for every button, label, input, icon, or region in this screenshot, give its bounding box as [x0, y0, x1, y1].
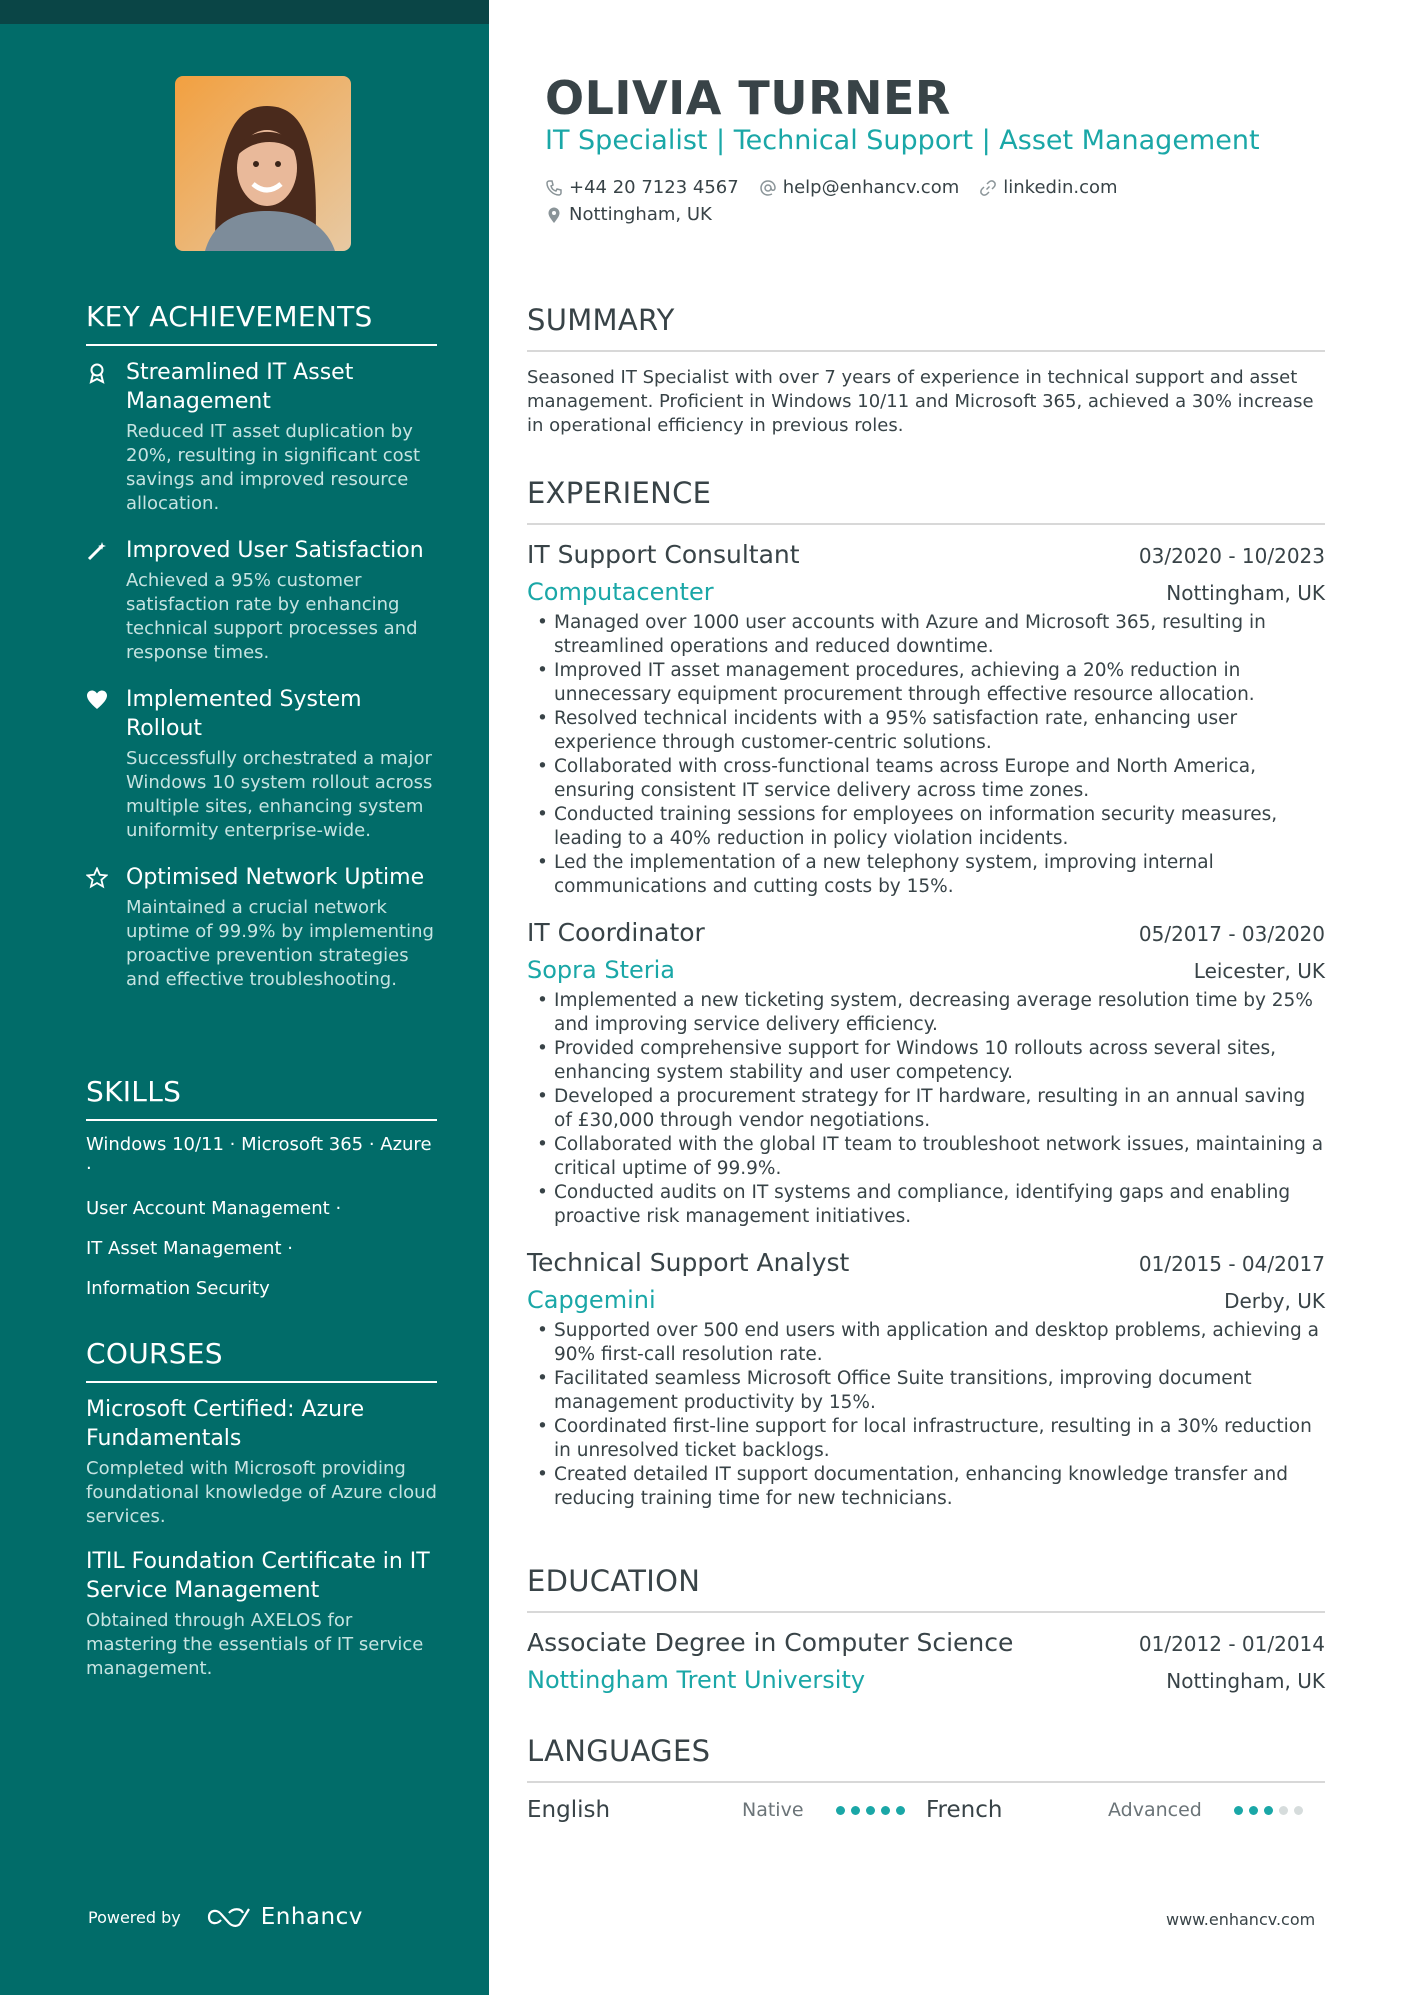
brand-name: Enhancv	[260, 1904, 363, 1930]
language-level: Native	[742, 1799, 804, 1821]
language-name: French	[926, 1797, 1003, 1823]
email-contact[interactable]	[759, 176, 960, 200]
job-bullets	[527, 989, 1325, 1229]
course-title: ITIL Foundation Certificate in IT Service Management	[86, 1549, 430, 1603]
rating-dot	[1279, 1806, 1288, 1815]
summary-title: SUMMARY	[527, 302, 1325, 352]
linkedin-text: linkedin.com	[1003, 177, 1118, 198]
job-bullet: • Implemented a new ticketing system, decreasing average resolution time by 25% and improving service delivery efficiency.	[527, 989, 1325, 1037]
rating-dot	[851, 1806, 860, 1815]
achievement-item	[86, 358, 437, 516]
education-title: EDUCATION	[527, 1563, 1325, 1613]
sidebar	[0, 0, 489, 1995]
skill-line: IT Asset Management ·	[86, 1238, 293, 1259]
achievement-desc: Successfully orchestrated a major Windows 10 system rollout across multiple sites, enhancing system uniformity enterprise-wide.	[126, 748, 433, 841]
job-company: Capgemini	[527, 1286, 656, 1314]
achievements-section	[86, 300, 437, 1012]
course-item	[86, 1395, 437, 1529]
job-bullet: • Created detailed IT support documentation, enhancing knowledge transfer and reducing training time for new technicians.	[527, 1463, 1325, 1511]
enhancv-logo[interactable]	[207, 1904, 363, 1930]
achievement-title: Optimised Network Uptime	[126, 865, 425, 890]
job-bullet: • Conducted training sessions for employees on information security measures, leading to a 40% reduction in policy violation incidents.	[527, 803, 1325, 851]
job-company: Computacenter	[527, 578, 714, 606]
job-bullet: • Coordinated first-line support for local infrastructure, resulting in a 30% reduction in unresolved ticket backlogs.	[527, 1415, 1325, 1463]
summary-section	[527, 302, 1325, 438]
star-icon	[86, 867, 108, 889]
course-desc: Obtained through AXELOS for mastering the essentials of IT service management.	[86, 1610, 424, 1679]
rating-dot	[1234, 1806, 1243, 1815]
achievement-title: Improved User Satisfaction	[126, 538, 424, 563]
experience-section	[527, 475, 1325, 1529]
achievements-title: KEY ACHIEVEMENTS	[86, 300, 437, 346]
course-desc: Completed with Microsoft providing foundational knowledge of Azure cloud services.	[86, 1458, 437, 1527]
job-entry	[527, 917, 1325, 1229]
job-title: IT Support Consultant	[527, 540, 800, 569]
language-level: Advanced	[1108, 1799, 1202, 1821]
phone-icon	[545, 179, 563, 197]
at-icon	[759, 179, 777, 197]
job-bullet: • Improved IT asset management procedures, achieving a 20% reduction in unnecessary equipment procurement through effective resource allocation.	[527, 659, 1325, 707]
achievement-item	[86, 536, 437, 665]
language-name: English	[527, 1797, 611, 1823]
skill-line: User Account Management ·	[86, 1198, 342, 1219]
footer-url[interactable]: www.enhancv.com	[1166, 1910, 1316, 1929]
heart-icon	[86, 689, 108, 711]
rating-dot	[866, 1806, 875, 1815]
phone-text: +44 20 7123 4567	[569, 177, 739, 198]
rating-dot	[836, 1806, 845, 1815]
job-bullet: • Supported over 500 end users with application and desktop problems, achieving a 90% first-call resolution rate.	[527, 1319, 1325, 1367]
job-bullet: • Managed over 1000 user accounts with Azure and Microsoft 365, resulting in streamlined operations and reduced downtime.	[527, 611, 1325, 659]
job-bullet: • Facilitated seamless Microsoft Office Suite transitions, improving document management productivity by 15%.	[527, 1367, 1325, 1415]
job-location: Derby, UK	[1224, 1289, 1325, 1313]
rating-dot	[1249, 1806, 1258, 1815]
candidate-name: OLIVIA TURNER	[545, 71, 951, 125]
rating-dot	[1264, 1806, 1273, 1815]
phone-contact[interactable]	[545, 176, 739, 200]
education-dates: 01/2012 - 01/2014	[1138, 1632, 1325, 1656]
job-dates: 05/2017 - 03/2020	[1138, 922, 1325, 946]
courses-section	[86, 1337, 437, 1699]
rating-dot	[896, 1806, 905, 1815]
job-bullet: • Conducted audits on IT systems and compliance, identifying gaps and enabling proactive risk management initiatives.	[527, 1181, 1325, 1229]
rating-dot	[1294, 1806, 1303, 1815]
rating-dot	[881, 1806, 890, 1815]
job-bullet: • Collaborated with the global IT team to troubleshoot network issues, maintaining a critical uptime of 99.9%.	[527, 1133, 1325, 1181]
skill-line: Windows 10/11 · Microsoft 365 · Azure ·	[86, 1134, 432, 1179]
achievement-item	[86, 685, 437, 843]
language-item	[527, 1797, 926, 1823]
languages-section	[527, 1733, 1325, 1823]
powered-by	[88, 1904, 363, 1930]
job-dates: 03/2020 - 10/2023	[1138, 544, 1325, 568]
languages-title: LANGUAGES	[527, 1733, 1325, 1783]
powered-by-label: Powered by	[88, 1907, 181, 1927]
magic-wand-icon	[86, 540, 108, 562]
job-location: Nottingham, UK	[1166, 581, 1325, 605]
job-location: Leicester, UK	[1193, 959, 1325, 983]
job-bullet: • Developed a procurement strategy for IT hardware, resulting in an annual saving of £30,000 through vendor negotiations.	[527, 1085, 1325, 1133]
achievement-title: Streamlined IT Asset Management	[126, 360, 354, 414]
profile-photo	[175, 76, 351, 251]
location-row	[545, 203, 712, 227]
job-bullet: • Resolved technical incidents with a 95% satisfaction rate, enhancing user experience through customer-centric solutions.	[527, 707, 1325, 755]
experience-title: EXPERIENCE	[527, 475, 1325, 525]
language-rating	[1234, 1806, 1303, 1815]
achievement-title: Implemented System Rollout	[126, 687, 362, 741]
award-icon	[86, 362, 108, 384]
sidebar-top-bar	[0, 0, 489, 24]
job-entry	[527, 539, 1325, 899]
language-item	[926, 1797, 1325, 1823]
job-bullet: • Collaborated with cross-functional teams across Europe and North America, ensuring consistent IT service delivery across time zones.	[527, 755, 1325, 803]
job-title: Technical Support Analyst	[527, 1248, 850, 1277]
education-location: Nottingham, UK	[1166, 1669, 1325, 1693]
location-contact	[545, 203, 712, 227]
job-entry	[527, 1247, 1325, 1511]
job-bullet: • Provided comprehensive support for Windows 10 rollouts across several sites, enhancing system stability and user competency.	[527, 1037, 1325, 1085]
job-bullets	[527, 611, 1325, 899]
location-pin-icon	[545, 206, 563, 224]
candidate-headline: IT Specialist | Technical Support | Asset Management	[545, 125, 1260, 156]
course-item	[86, 1547, 437, 1681]
summary-text: Seasoned IT Specialist with over 7 years of experience in technical support and asset management. Proficient in Windows 10/11 and Microsoft 365, achieved a 30% increase in operational efficiency in previous roles.	[527, 367, 1314, 436]
enhancv-logo-icon	[207, 1905, 253, 1929]
achievement-desc: Achieved a 95% customer satisfaction rate by enhancing technical support processes and response times.	[126, 570, 418, 663]
contact-row	[545, 176, 1118, 200]
linkedin-contact[interactable]	[979, 176, 1117, 200]
courses-title: COURSES	[86, 1337, 437, 1383]
job-dates: 01/2015 - 04/2017	[1138, 1252, 1325, 1276]
skills-list	[86, 1133, 437, 1301]
job-bullet: • Led the implementation of a new telephony system, improving internal communications and cutting costs by 15%.	[527, 851, 1325, 899]
skills-section	[86, 1075, 437, 1317]
job-bullets	[527, 1319, 1325, 1511]
job-title: IT Coordinator	[527, 918, 705, 947]
language-rating	[836, 1806, 905, 1815]
course-title: Microsoft Certified: Azure Fundamentals	[86, 1397, 365, 1451]
achievement-desc: Reduced IT asset duplication by 20%, resulting in significant cost savings and improved resource allocation.	[126, 421, 421, 514]
school-name: Nottingham Trent University	[527, 1666, 866, 1694]
achievement-item	[86, 863, 437, 992]
achievement-desc: Maintained a crucial network uptime of 99.9% by implementing proactive prevention strategies and effective troubleshooting.	[126, 897, 434, 990]
skills-title: SKILLS	[86, 1075, 437, 1121]
location-text: Nottingham, UK	[569, 204, 712, 225]
email-text: help@enhancv.com	[782, 177, 960, 198]
education-section	[527, 1563, 1325, 1695]
skill-line: Information Security	[86, 1278, 270, 1299]
link-icon	[979, 179, 997, 197]
degree-title: Associate Degree in Computer Science	[527, 1628, 1014, 1657]
job-company: Sopra Steria	[527, 956, 676, 984]
